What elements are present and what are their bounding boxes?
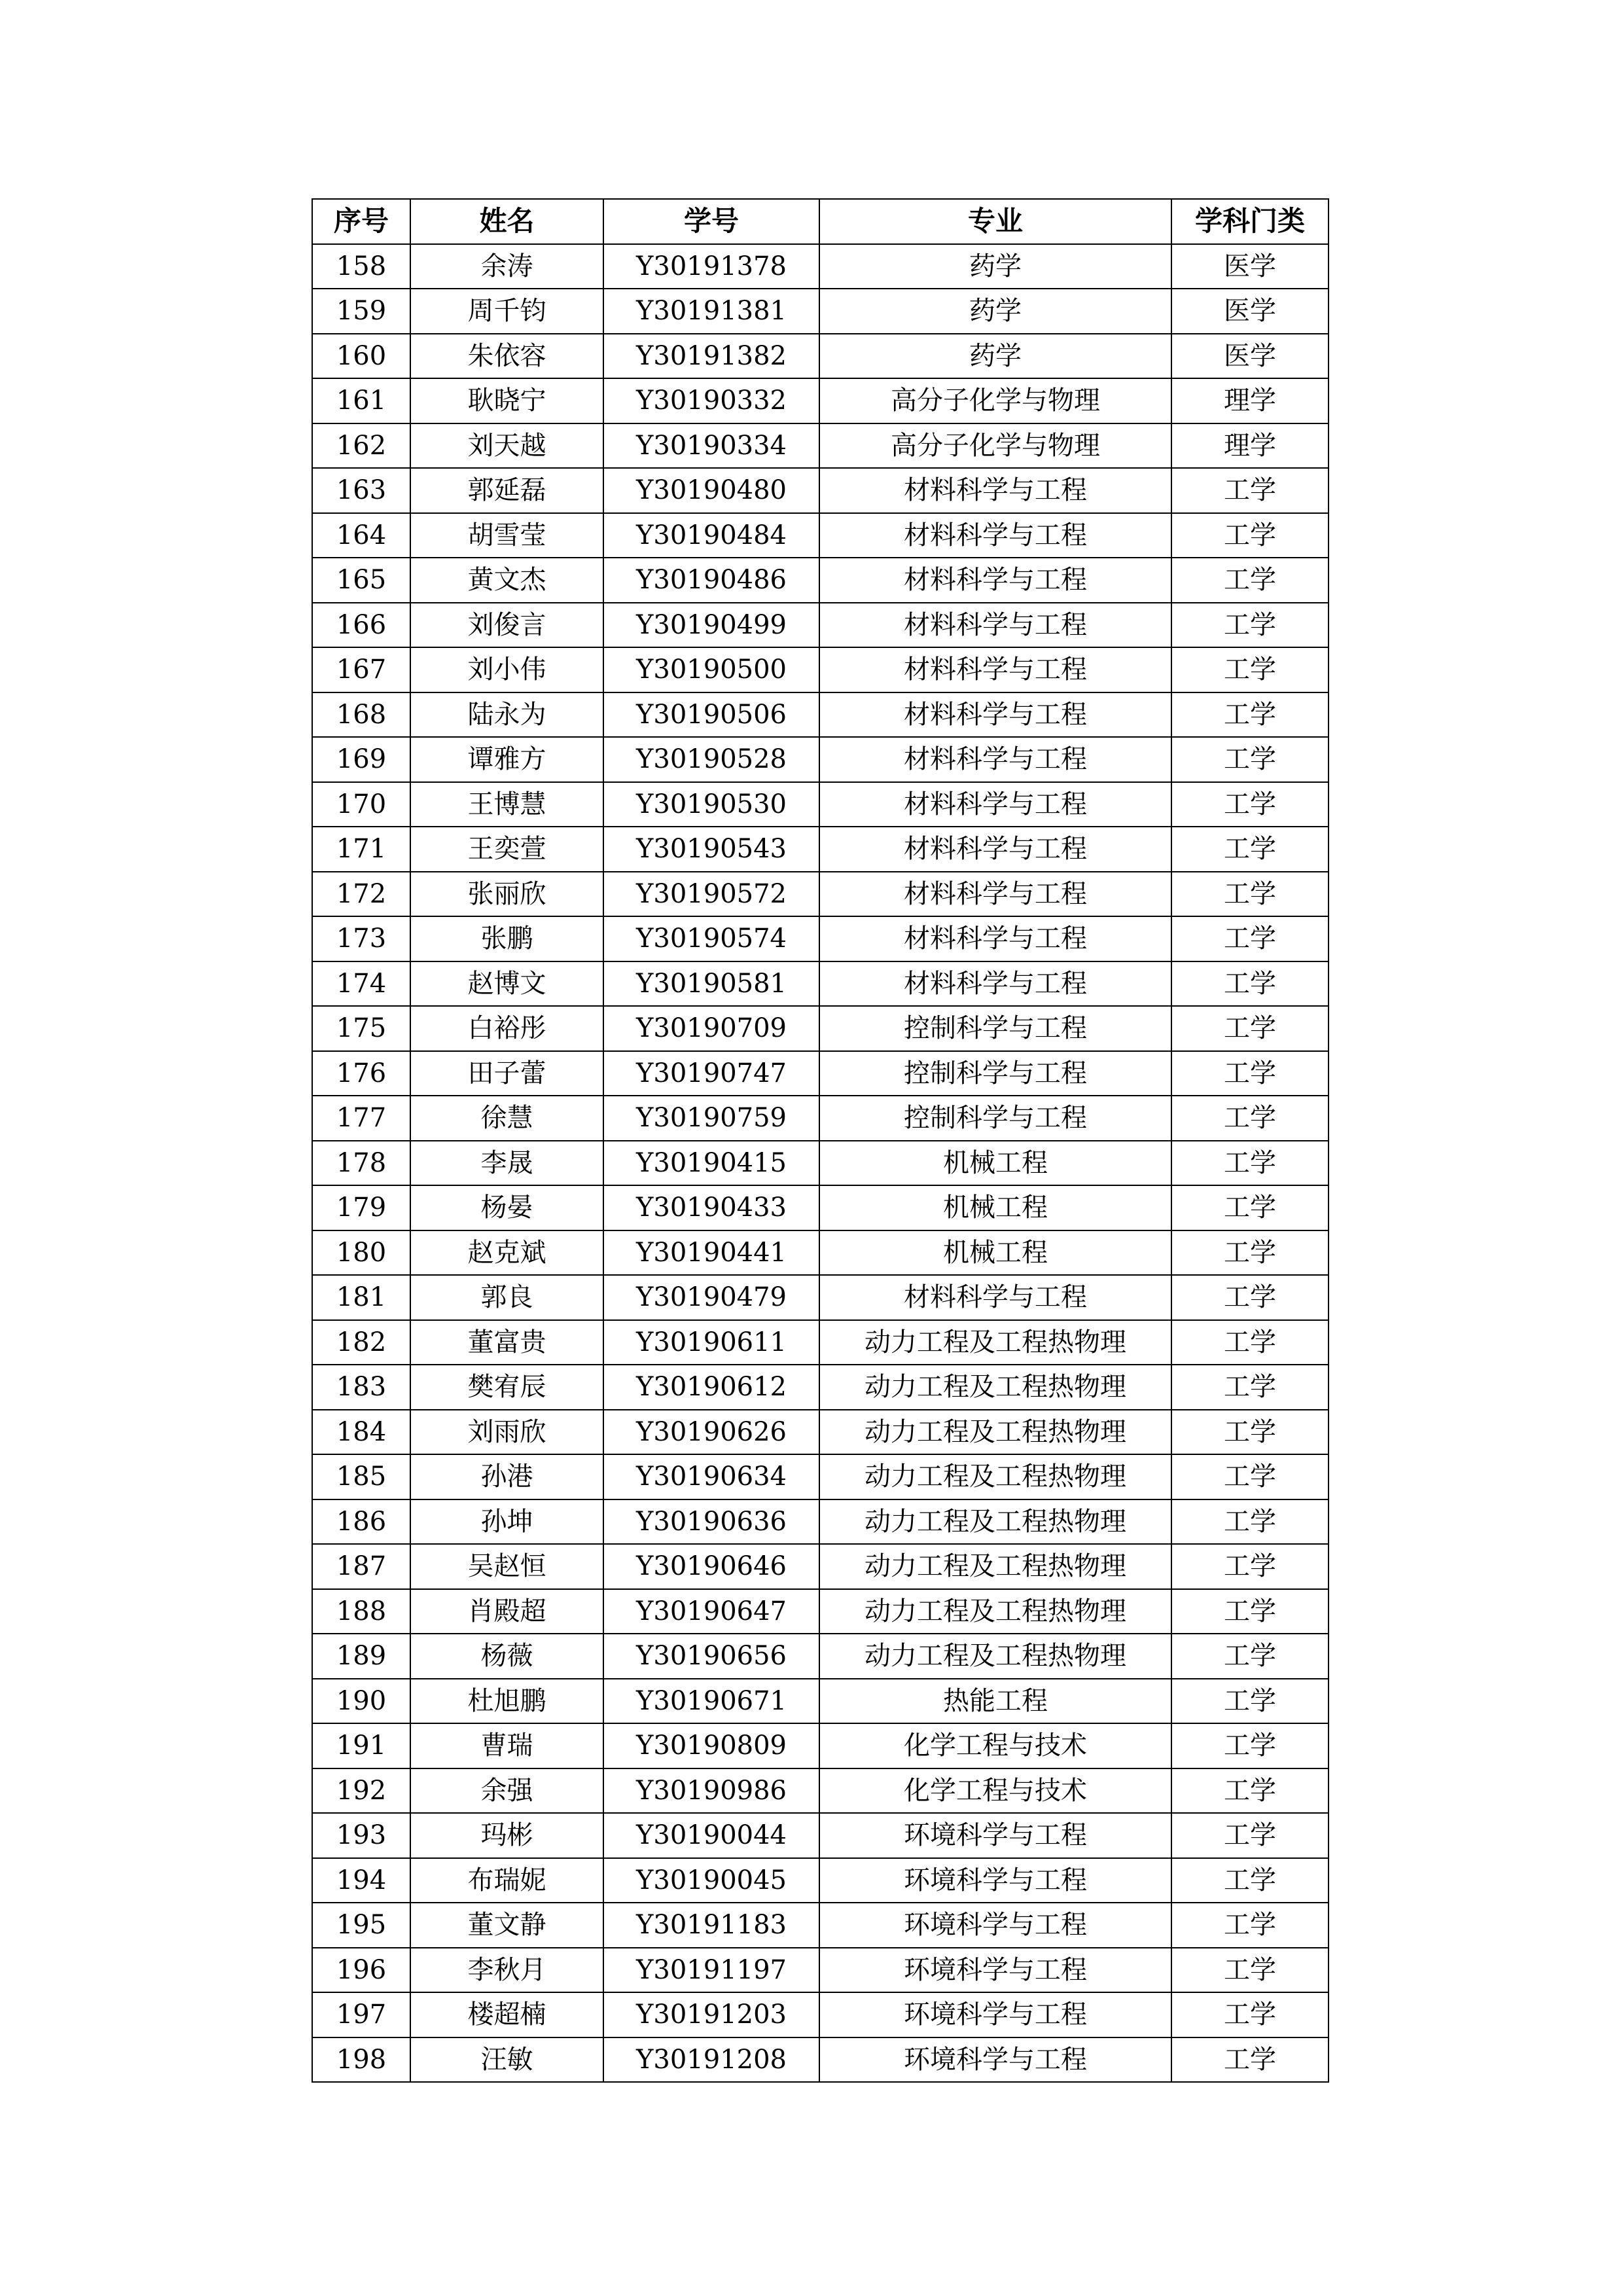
cell-category: 工学 xyxy=(1171,737,1329,782)
cell-category: 工学 xyxy=(1171,468,1329,513)
cell-major: 药学 xyxy=(819,334,1171,379)
cell-seq: 197 xyxy=(312,1992,410,2037)
cell-name: 樊宥辰 xyxy=(410,1365,603,1410)
cell-student-id: Y30190612 xyxy=(603,1365,819,1410)
cell-seq: 189 xyxy=(312,1634,410,1679)
cell-student-id: Y30190759 xyxy=(603,1096,819,1141)
cell-seq: 160 xyxy=(312,334,410,379)
table-row xyxy=(312,1275,1329,1320)
cell-major: 动力工程及工程热物理 xyxy=(819,1365,1171,1410)
cell-major: 环境科学与工程 xyxy=(819,2037,1171,2083)
cell-category: 工学 xyxy=(1171,1185,1329,1230)
cell-category: 工学 xyxy=(1171,603,1329,648)
cell-name: 胡雪莹 xyxy=(410,513,603,558)
cell-major: 材料科学与工程 xyxy=(819,468,1171,513)
cell-category: 理学 xyxy=(1171,423,1329,469)
cell-student-id: Y30190646 xyxy=(603,1544,819,1589)
cell-major: 动力工程及工程热物理 xyxy=(819,1499,1171,1545)
cell-student-id: Y30190480 xyxy=(603,468,819,513)
cell-name: 杜旭鹏 xyxy=(410,1679,603,1724)
cell-major: 药学 xyxy=(819,289,1171,334)
table-body xyxy=(312,244,1329,2083)
cell-major: 高分子化学与物理 xyxy=(819,423,1171,469)
cell-major: 材料科学与工程 xyxy=(819,782,1171,827)
cell-major: 药学 xyxy=(819,244,1171,289)
table-row xyxy=(312,961,1329,1007)
cell-major: 高分子化学与物理 xyxy=(819,378,1171,423)
table-row xyxy=(312,1051,1329,1096)
table-row xyxy=(312,1813,1329,1858)
cell-student-id: Y30190656 xyxy=(603,1634,819,1679)
cell-category: 工学 xyxy=(1171,1544,1329,1589)
cell-category: 工学 xyxy=(1171,1723,1329,1768)
table-row xyxy=(312,1141,1329,1186)
table-row xyxy=(312,1858,1329,1903)
table-row xyxy=(312,1723,1329,1768)
cell-student-id: Y30191378 xyxy=(603,244,819,289)
cell-name: 余强 xyxy=(410,1768,603,1814)
cell-name: 王奕萱 xyxy=(410,827,603,872)
table-row xyxy=(312,1948,1329,1993)
cell-name: 杨薇 xyxy=(410,1634,603,1679)
cell-major: 动力工程及工程热物理 xyxy=(819,1634,1171,1679)
table-row xyxy=(312,513,1329,558)
table-row xyxy=(312,872,1329,917)
cell-seq: 158 xyxy=(312,244,410,289)
cell-student-id: Y30190986 xyxy=(603,1768,819,1814)
cell-seq: 183 xyxy=(312,1365,410,1410)
cell-student-id: Y30190626 xyxy=(603,1410,819,1455)
cell-student-id: Y30191208 xyxy=(603,2037,819,2083)
table-row xyxy=(312,1992,1329,2037)
cell-name: 徐慧 xyxy=(410,1096,603,1141)
cell-major: 机械工程 xyxy=(819,1185,1171,1230)
table-row xyxy=(312,1410,1329,1455)
cell-major: 材料科学与工程 xyxy=(819,1275,1171,1320)
cell-seq: 178 xyxy=(312,1141,410,1186)
table-row xyxy=(312,1096,1329,1141)
table-row xyxy=(312,423,1329,469)
header-seq: 序号 xyxy=(312,199,410,244)
cell-major: 动力工程及工程热物理 xyxy=(819,1454,1171,1499)
cell-major: 控制科学与工程 xyxy=(819,1096,1171,1141)
cell-category: 工学 xyxy=(1171,1141,1329,1186)
cell-seq: 192 xyxy=(312,1768,410,1814)
cell-seq: 162 xyxy=(312,423,410,469)
cell-name: 刘俊言 xyxy=(410,603,603,648)
cell-student-id: Y30190647 xyxy=(603,1589,819,1634)
cell-seq: 185 xyxy=(312,1454,410,1499)
cell-student-id: Y30190479 xyxy=(603,1275,819,1320)
cell-seq: 172 xyxy=(312,872,410,917)
cell-major: 材料科学与工程 xyxy=(819,737,1171,782)
cell-major: 化学工程与技术 xyxy=(819,1723,1171,1768)
cell-seq: 168 xyxy=(312,692,410,738)
cell-seq: 169 xyxy=(312,737,410,782)
table-row xyxy=(312,558,1329,603)
cell-category: 工学 xyxy=(1171,1589,1329,1634)
cell-name: 朱依容 xyxy=(410,334,603,379)
cell-category: 工学 xyxy=(1171,1903,1329,1948)
cell-student-id: Y30191197 xyxy=(603,1948,819,1993)
cell-category: 工学 xyxy=(1171,1096,1329,1141)
cell-category: 工学 xyxy=(1171,692,1329,738)
cell-name: 汪敏 xyxy=(410,2037,603,2083)
cell-seq: 176 xyxy=(312,1051,410,1096)
cell-category: 工学 xyxy=(1171,916,1329,961)
cell-major: 动力工程及工程热物理 xyxy=(819,1589,1171,1634)
cell-major: 材料科学与工程 xyxy=(819,827,1171,872)
cell-seq: 182 xyxy=(312,1320,410,1365)
table-row xyxy=(312,289,1329,334)
cell-seq: 163 xyxy=(312,468,410,513)
table-row xyxy=(312,1634,1329,1679)
table-row xyxy=(312,1544,1329,1589)
cell-category: 医学 xyxy=(1171,334,1329,379)
cell-major: 环境科学与工程 xyxy=(819,1992,1171,2037)
cell-major: 环境科学与工程 xyxy=(819,1948,1171,1993)
cell-student-id: Y30190433 xyxy=(603,1185,819,1230)
table-row xyxy=(312,1454,1329,1499)
cell-student-id: Y30190709 xyxy=(603,1006,819,1051)
table-row xyxy=(312,737,1329,782)
cell-seq: 171 xyxy=(312,827,410,872)
cell-category: 工学 xyxy=(1171,1230,1329,1276)
cell-major: 材料科学与工程 xyxy=(819,603,1171,648)
cell-seq: 193 xyxy=(312,1813,410,1858)
cell-student-id: Y30190500 xyxy=(603,647,819,692)
cell-seq: 194 xyxy=(312,1858,410,1903)
table-row xyxy=(312,1365,1329,1410)
cell-name: 李秋月 xyxy=(410,1948,603,1993)
cell-student-id: Y30190543 xyxy=(603,827,819,872)
cell-category: 工学 xyxy=(1171,558,1329,603)
cell-seq: 180 xyxy=(312,1230,410,1276)
cell-student-id: Y30190747 xyxy=(603,1051,819,1096)
table-row xyxy=(312,1006,1329,1051)
table-row xyxy=(312,468,1329,513)
table-row xyxy=(312,647,1329,692)
cell-name: 李晟 xyxy=(410,1141,603,1186)
cell-category: 工学 xyxy=(1171,1365,1329,1410)
cell-major: 机械工程 xyxy=(819,1141,1171,1186)
cell-seq: 191 xyxy=(312,1723,410,1768)
cell-seq: 177 xyxy=(312,1096,410,1141)
cell-seq: 167 xyxy=(312,647,410,692)
cell-name: 楼超楠 xyxy=(410,1992,603,2037)
cell-name: 陆永为 xyxy=(410,692,603,738)
cell-category: 工学 xyxy=(1171,1454,1329,1499)
cell-seq: 196 xyxy=(312,1948,410,1993)
table-row xyxy=(312,334,1329,379)
cell-major: 机械工程 xyxy=(819,1230,1171,1276)
cell-student-id: Y30191203 xyxy=(603,1992,819,2037)
cell-student-id: Y30190484 xyxy=(603,513,819,558)
cell-category: 工学 xyxy=(1171,827,1329,872)
cell-major: 热能工程 xyxy=(819,1679,1171,1724)
cell-student-id: Y30190486 xyxy=(603,558,819,603)
cell-name: 赵克斌 xyxy=(410,1230,603,1276)
cell-name: 刘天越 xyxy=(410,423,603,469)
cell-student-id: Y30190634 xyxy=(603,1454,819,1499)
cell-seq: 175 xyxy=(312,1006,410,1051)
cell-name: 布瑞妮 xyxy=(410,1858,603,1903)
cell-name: 余涛 xyxy=(410,244,603,289)
table-row xyxy=(312,916,1329,961)
cell-name: 白裕彤 xyxy=(410,1006,603,1051)
cell-category: 工学 xyxy=(1171,1320,1329,1365)
cell-category: 医学 xyxy=(1171,244,1329,289)
cell-name: 曹瑞 xyxy=(410,1723,603,1768)
cell-seq: 159 xyxy=(312,289,410,334)
cell-name: 赵博文 xyxy=(410,961,603,1007)
header-name: 姓名 xyxy=(410,199,603,244)
cell-student-id: Y30190332 xyxy=(603,378,819,423)
cell-seq: 188 xyxy=(312,1589,410,1634)
cell-major: 材料科学与工程 xyxy=(819,647,1171,692)
cell-category: 工学 xyxy=(1171,1813,1329,1858)
cell-student-id: Y30190415 xyxy=(603,1141,819,1186)
cell-major: 环境科学与工程 xyxy=(819,1903,1171,1948)
cell-category: 工学 xyxy=(1171,1768,1329,1814)
table-row xyxy=(312,1185,1329,1230)
cell-major: 动力工程及工程热物理 xyxy=(819,1320,1171,1365)
cell-category: 工学 xyxy=(1171,1006,1329,1051)
cell-name: 张鹏 xyxy=(410,916,603,961)
cell-student-id: Y30190499 xyxy=(603,603,819,648)
table-row xyxy=(312,1589,1329,1634)
cell-student-id: Y30190572 xyxy=(603,872,819,917)
cell-seq: 173 xyxy=(312,916,410,961)
header-major: 专业 xyxy=(819,199,1171,244)
cell-category: 工学 xyxy=(1171,1858,1329,1903)
cell-category: 工学 xyxy=(1171,872,1329,917)
table-row xyxy=(312,1230,1329,1276)
header-row xyxy=(312,199,1329,244)
cell-name: 董富贵 xyxy=(410,1320,603,1365)
cell-name: 谭雅方 xyxy=(410,737,603,782)
cell-category: 理学 xyxy=(1171,378,1329,423)
cell-category: 工学 xyxy=(1171,961,1329,1007)
cell-seq: 170 xyxy=(312,782,410,827)
cell-student-id: Y30190574 xyxy=(603,916,819,961)
cell-name: 黄文杰 xyxy=(410,558,603,603)
cell-category: 工学 xyxy=(1171,782,1329,827)
cell-student-id: Y30191382 xyxy=(603,334,819,379)
cell-name: 周千钧 xyxy=(410,289,603,334)
cell-student-id: Y30190809 xyxy=(603,1723,819,1768)
cell-seq: 174 xyxy=(312,961,410,1007)
cell-seq: 187 xyxy=(312,1544,410,1589)
cell-seq: 166 xyxy=(312,603,410,648)
cell-name: 吴赵恒 xyxy=(410,1544,603,1589)
table-row xyxy=(312,1499,1329,1545)
cell-student-id: Y30190441 xyxy=(603,1230,819,1276)
table-row xyxy=(312,2037,1329,2083)
table-row xyxy=(312,1679,1329,1724)
table-row xyxy=(312,1320,1329,1365)
cell-category: 工学 xyxy=(1171,647,1329,692)
cell-seq: 190 xyxy=(312,1679,410,1724)
cell-name: 刘小伟 xyxy=(410,647,603,692)
cell-category: 工学 xyxy=(1171,1410,1329,1455)
cell-category: 工学 xyxy=(1171,1948,1329,1993)
header-student-id: 学号 xyxy=(603,199,819,244)
cell-category: 工学 xyxy=(1171,1992,1329,2037)
cell-major: 材料科学与工程 xyxy=(819,692,1171,738)
cell-student-id: Y30190045 xyxy=(603,1858,819,1903)
cell-category: 工学 xyxy=(1171,1634,1329,1679)
table-row xyxy=(312,827,1329,872)
cell-category: 工学 xyxy=(1171,1499,1329,1545)
cell-name: 肖殿超 xyxy=(410,1589,603,1634)
cell-student-id: Y30190611 xyxy=(603,1320,819,1365)
table-row xyxy=(312,1768,1329,1814)
table-row xyxy=(312,378,1329,423)
cell-major: 动力工程及工程热物理 xyxy=(819,1410,1171,1455)
cell-student-id: Y30190334 xyxy=(603,423,819,469)
cell-major: 控制科学与工程 xyxy=(819,1006,1171,1051)
cell-seq: 198 xyxy=(312,2037,410,2083)
cell-name: 耿晓宁 xyxy=(410,378,603,423)
cell-name: 郭延磊 xyxy=(410,468,603,513)
cell-name: 董文静 xyxy=(410,1903,603,1948)
cell-student-id: Y30190044 xyxy=(603,1813,819,1858)
cell-student-id: Y30190636 xyxy=(603,1499,819,1545)
cell-name: 王博慧 xyxy=(410,782,603,827)
cell-name: 田子蕾 xyxy=(410,1051,603,1096)
table-row xyxy=(312,603,1329,648)
cell-name: 孙坤 xyxy=(410,1499,603,1545)
cell-student-id: Y30190506 xyxy=(603,692,819,738)
cell-seq: 195 xyxy=(312,1903,410,1948)
cell-student-id: Y30191183 xyxy=(603,1903,819,1948)
cell-seq: 181 xyxy=(312,1275,410,1320)
cell-name: 郭良 xyxy=(410,1275,603,1320)
cell-seq: 164 xyxy=(312,513,410,558)
cell-category: 医学 xyxy=(1171,289,1329,334)
cell-category: 工学 xyxy=(1171,2037,1329,2083)
cell-major: 环境科学与工程 xyxy=(819,1858,1171,1903)
cell-seq: 184 xyxy=(312,1410,410,1455)
cell-major: 动力工程及工程热物理 xyxy=(819,1544,1171,1589)
cell-major: 材料科学与工程 xyxy=(819,872,1171,917)
cell-category: 工学 xyxy=(1171,1275,1329,1320)
cell-major: 材料科学与工程 xyxy=(819,961,1171,1007)
student-roster-table xyxy=(312,198,1329,2083)
header-category: 学科门类 xyxy=(1171,199,1329,244)
cell-category: 工学 xyxy=(1171,1051,1329,1096)
table-row xyxy=(312,692,1329,738)
cell-seq: 165 xyxy=(312,558,410,603)
cell-seq: 179 xyxy=(312,1185,410,1230)
cell-name: 杨晏 xyxy=(410,1185,603,1230)
cell-major: 材料科学与工程 xyxy=(819,558,1171,603)
cell-major: 材料科学与工程 xyxy=(819,916,1171,961)
cell-category: 工学 xyxy=(1171,1679,1329,1724)
cell-student-id: Y30190671 xyxy=(603,1679,819,1724)
cell-major: 控制科学与工程 xyxy=(819,1051,1171,1096)
cell-name: 刘雨欣 xyxy=(410,1410,603,1455)
cell-name: 张丽欣 xyxy=(410,872,603,917)
cell-student-id: Y30190530 xyxy=(603,782,819,827)
cell-name: 玛彬 xyxy=(410,1813,603,1858)
cell-major: 环境科学与工程 xyxy=(819,1813,1171,1858)
table-row xyxy=(312,782,1329,827)
cell-student-id: Y30191381 xyxy=(603,289,819,334)
table-row xyxy=(312,1903,1329,1948)
cell-major: 材料科学与工程 xyxy=(819,513,1171,558)
cell-seq: 161 xyxy=(312,378,410,423)
cell-name: 孙港 xyxy=(410,1454,603,1499)
table-row xyxy=(312,244,1329,289)
cell-student-id: Y30190581 xyxy=(603,961,819,1007)
cell-major: 化学工程与技术 xyxy=(819,1768,1171,1814)
cell-student-id: Y30190528 xyxy=(603,737,819,782)
cell-category: 工学 xyxy=(1171,513,1329,558)
cell-seq: 186 xyxy=(312,1499,410,1545)
